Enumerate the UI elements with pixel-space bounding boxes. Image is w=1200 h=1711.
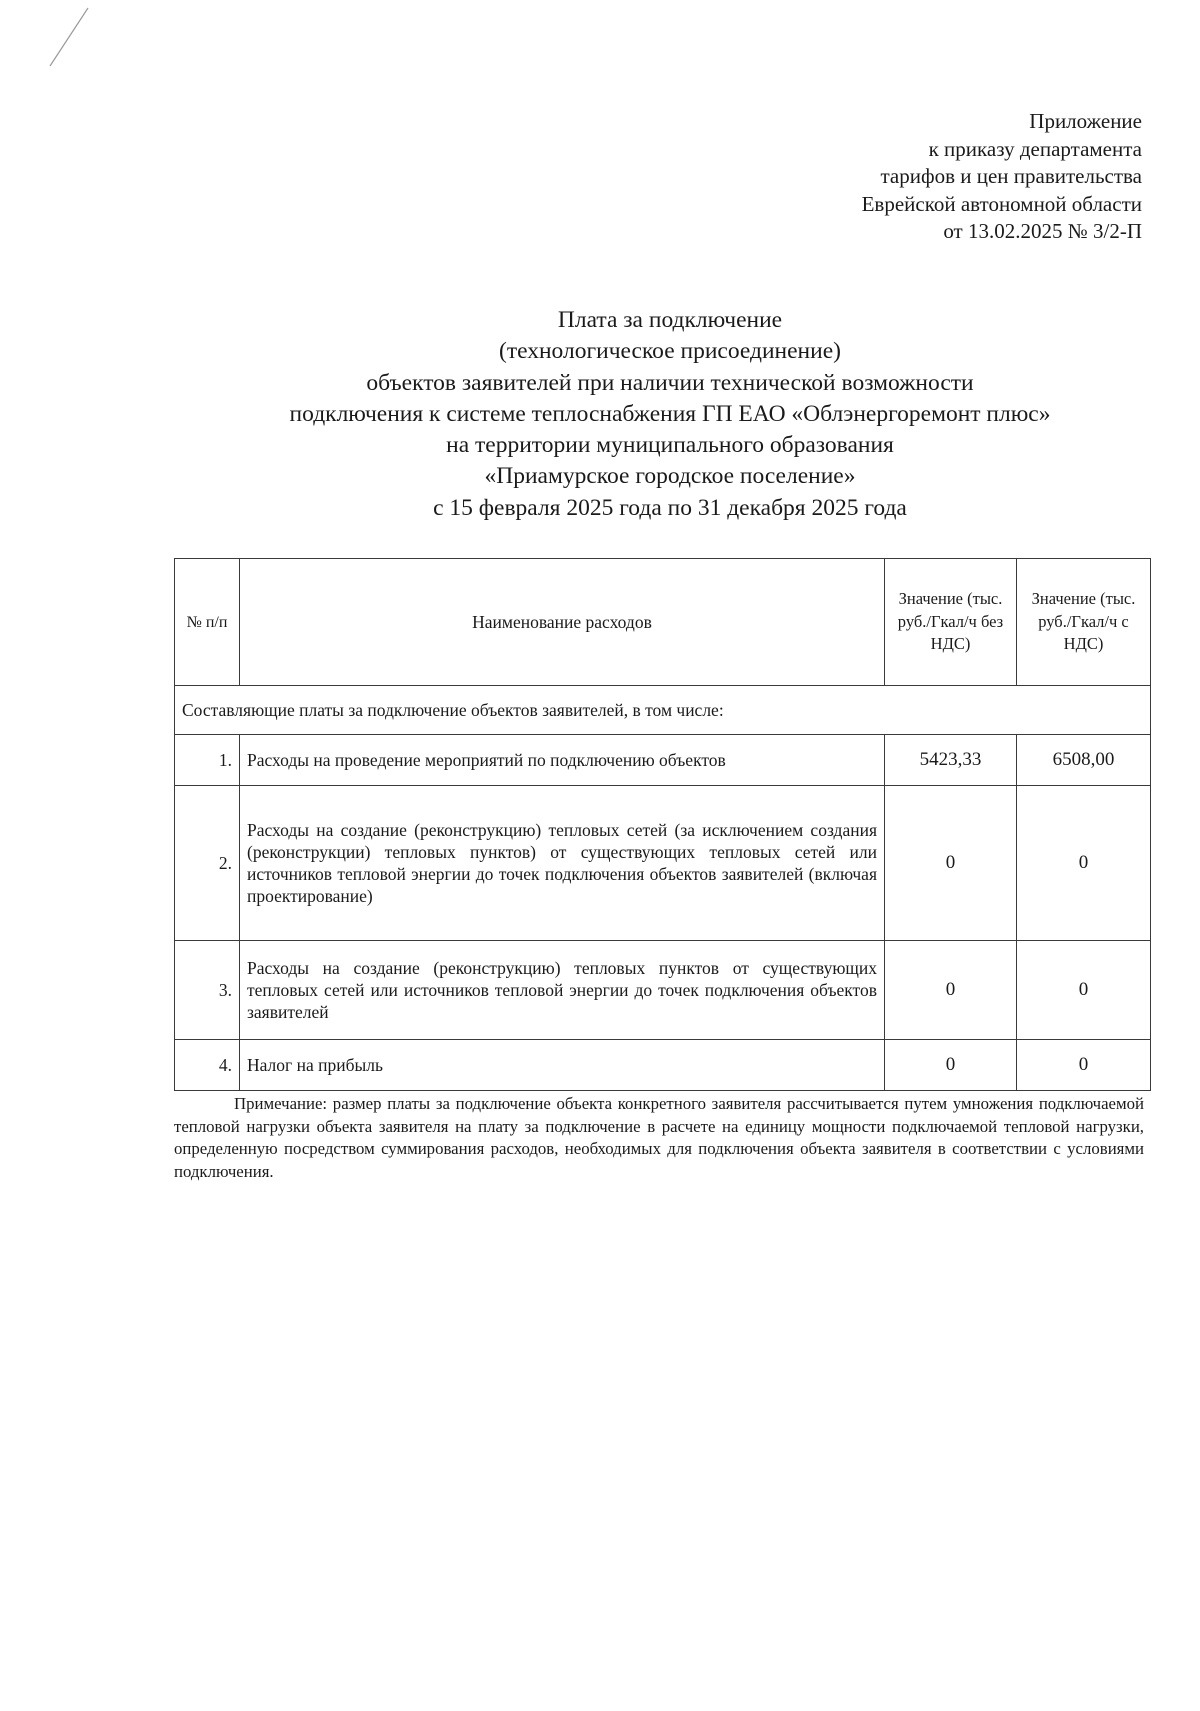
table-row	[175, 786, 1151, 941]
appendix-line: Приложение	[1029, 109, 1142, 133]
title-line: (технологическое присоединение)	[499, 338, 841, 365]
row-value-with-vat: 0	[1017, 786, 1151, 941]
fees-table	[174, 558, 1151, 1091]
title-line: «Приамурское городское поселение»	[484, 463, 856, 490]
title-line: объектов заявителей при наличии технической возможности	[366, 369, 974, 396]
title-line: на территории муниципального образования	[446, 432, 894, 459]
title-line: подключения к системе теплоснабжения ГП ЕАО «Облэнергоремонт плюс»	[289, 400, 1051, 427]
appendix-header	[862, 108, 1142, 246]
title-line: с 15 февраля 2025 года по 31 декабря 2025 года	[433, 494, 907, 521]
header-number: № п/п	[175, 559, 240, 686]
row-value-with-vat: 0	[1017, 941, 1151, 1040]
scan-artifact-line	[48, 6, 98, 68]
row-expense-name: Расходы на проведение мероприятий по подключению объектов	[240, 735, 885, 786]
appendix-line: к приказу департамента	[928, 136, 1142, 161]
section-label: Составляющие платы за подключение объектов заявителей, в том числе:	[175, 686, 1151, 735]
row-value-without-vat: 0	[885, 786, 1017, 941]
appendix-line: Еврейской автономной области	[861, 191, 1142, 216]
header-value-with-vat: Значение (тыс. руб./Гкал/ч с НДС)	[1017, 559, 1151, 686]
appendix-line: от 13.02.2025 № 3/2-П	[943, 219, 1142, 243]
table-row	[175, 735, 1151, 786]
document-title	[150, 305, 1190, 524]
row-expense-name: Расходы на создание (реконструкцию) тепловых пунктов от существующих тепловых сетей или источников тепловой энергии до точек подключения объектов заявителей	[240, 941, 885, 1040]
row-expense-name: Налог на прибыль	[240, 1040, 885, 1091]
table-row	[175, 941, 1151, 1040]
title-line: Плата за подключение	[557, 307, 783, 333]
header-expense-name: Наименование расходов	[240, 559, 885, 686]
table-section-row	[175, 686, 1151, 735]
row-expense-name: Расходы на создание (реконструкцию) тепловых сетей (за исключением создания (реконструкции) тепловых пунктов) от существующих тепловых сетей или источников тепловой энергии до точек подключения объектов заявителей (включая проектирование)	[240, 786, 885, 941]
header-value-without-vat: Значение (тыс. руб./Гкал/ч без НДС)	[885, 559, 1017, 686]
row-number: 2.	[175, 786, 240, 941]
row-number: 1.	[175, 735, 240, 786]
row-value-without-vat: 5423,33	[885, 735, 1017, 786]
table-row	[175, 1040, 1151, 1091]
row-value-with-vat: 6508,00	[1017, 735, 1151, 786]
table-header-row	[175, 559, 1151, 686]
row-number: 3.	[175, 941, 240, 1040]
row-number: 4.	[175, 1040, 240, 1091]
row-value-without-vat: 0	[885, 1040, 1017, 1091]
appendix-line: тарифов и цен правительства	[880, 164, 1142, 188]
footnote: Примечание: размер платы за подключение объекта конкретного заявителя рассчитывается путем умножения подключаемой тепловой нагрузки объекта заявителя на плату за подключение в расчете на единицу мощности подключаемой тепловой нагрузки, определенную посредством суммирования расходов, необходимых для подключения объекта заявителя в соответствии с условиями подключения.	[174, 1094, 1144, 1181]
row-value-with-vat: 0	[1017, 1040, 1151, 1091]
row-value-without-vat: 0	[885, 941, 1017, 1040]
